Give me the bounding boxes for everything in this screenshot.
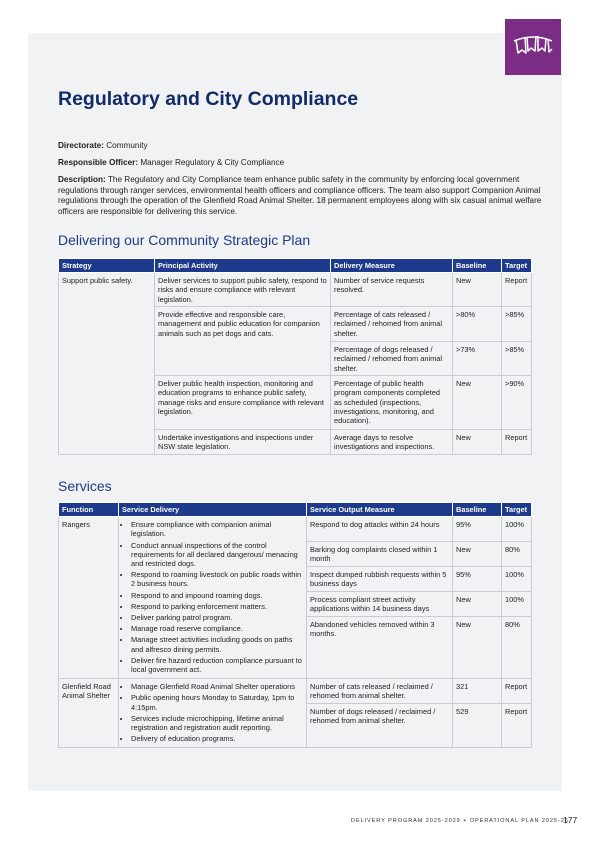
measure-cell: Number of service requests resolved. <box>331 273 453 307</box>
target-cell: 100% <box>502 592 532 617</box>
function-cell: Glenfield Road Animal Shelter <box>59 679 119 748</box>
list-item: • Manage street activities including goods on paths and alfresco dining permits. <box>131 635 303 653</box>
services-header-measure: Service Output Measure <box>307 503 453 517</box>
directorate-label: Directorate: <box>58 141 104 150</box>
activity-cell: Deliver services to support public safety, respond to risks and ensure compliance with relevant legislation. <box>155 273 331 307</box>
services-header-row <box>59 503 532 517</box>
list-item: • Public opening hours Monday to Saturday, 1pm to 4:15pm. <box>131 693 303 711</box>
description-label: Description: <box>58 175 106 184</box>
baseline-cell: New <box>453 430 502 455</box>
strategy-cell: Support public safety. <box>59 273 155 455</box>
baseline-cell: 321 <box>453 679 502 704</box>
list-item: • Respond to parking enforcement matters. <box>131 602 303 611</box>
measure-cell: Average days to resolve investigations and inspections. <box>331 430 453 455</box>
list-item: • Deliver fire hazard reduction compliance pursuant to local government act. <box>131 656 303 674</box>
baseline-cell: New <box>453 617 502 679</box>
target-cell: 100% <box>502 567 532 592</box>
target-cell: Report <box>502 679 532 704</box>
delivery-cell <box>119 679 307 748</box>
officer-line <box>58 158 544 169</box>
description-value: The Regulatory and City Compliance team enhance public safety in the community by enforcing local government regulations through ranger services, environmental health officers and compliance officers. The team also support Companion Animal regulations through the operation of the Glenfield Road Animal Shelter. 18 permanent employees along with six casual animal welfare officers are responsible for delivering this service. <box>58 175 542 216</box>
table-row <box>59 679 532 704</box>
csp-header-row <box>59 259 532 273</box>
activity-cell: Undertake investigations and inspections under NSW state legislation. <box>155 430 331 455</box>
measure-cell: Inspect dumped rubbish requests within 5 business days <box>307 567 453 592</box>
list-item: • Deliver parking patrol program. <box>131 613 303 622</box>
function-cell: Rangers <box>59 517 119 679</box>
baseline-cell: New <box>453 376 502 430</box>
measure-cell: Percentage of public health program components completed as scheduled (inspections, investigations, monitoring, and education). <box>331 376 453 430</box>
target-cell: Report <box>502 273 532 307</box>
services-header-delivery: Service Delivery <box>119 503 307 517</box>
list-item: • Delivery of education programs. <box>131 734 303 743</box>
target-cell: Report <box>502 704 532 748</box>
list-item: • Respond to and impound roaming dogs. <box>131 591 303 600</box>
services-table <box>58 502 532 748</box>
target-cell: 80% <box>502 542 532 567</box>
list-item: • Ensure compliance with companion animal legislation. <box>131 520 303 538</box>
csp-header-baseline: Baseline <box>453 259 502 273</box>
officer-value: Manager Regulatory & City Compliance <box>140 158 285 167</box>
measure-cell: Barking dog complaints closed within 1 month <box>307 542 453 567</box>
page-title: Regulatory and City Compliance <box>58 88 359 110</box>
section-badge <box>505 19 561 75</box>
csp-heading: Delivering our Community Strategic Plan <box>58 232 311 248</box>
measure-cell: Number of cats released / reclaimed / rehomed from animal shelter. <box>307 679 453 704</box>
activity-cell: Provide effective and responsible care, management and public education for companion animals such as pet dogs and cats. <box>155 307 331 376</box>
target-cell: >85% <box>502 342 532 376</box>
baseline-cell: 529 <box>453 704 502 748</box>
measure-cell: Number of dogs released / reclaimed / rehomed from animal shelter. <box>307 704 453 748</box>
baseline-cell: >73% <box>453 342 502 376</box>
directorate-value: Community <box>106 141 148 150</box>
measure-cell: Percentage of cats released / reclaimed / rehomed from animal shelter. <box>331 307 453 342</box>
csp-header-strategy: Strategy <box>59 259 155 273</box>
csp-header-activity: Principal Activity <box>155 259 331 273</box>
list-item: • Manage Glenfield Road Animal Shelter operations <box>131 682 303 691</box>
officer-label: Responsible Officer: <box>58 158 139 167</box>
measure-cell: Abandoned vehicles removed within 3 months. <box>307 617 453 679</box>
list-item: • Manage road reserve compliance. <box>131 624 303 633</box>
measure-cell: Respond to dog attacks within 24 hours <box>307 517 453 542</box>
directorate-line <box>58 141 544 152</box>
bunting-flags-icon <box>505 19 561 75</box>
target-cell: >85% <box>502 307 532 342</box>
shelter-delivery-list <box>122 682 303 743</box>
csp-header-measure: Delivery Measure <box>331 259 453 273</box>
activity-cell: Deliver public health inspection, monitoring and education programs to enhance public safety, manage risks and ensure compliance with relevant legislation. <box>155 376 331 430</box>
footer-text: DELIVERY PROGRAM 2025-2029 + OPERATIONAL PLAN 2025-26 <box>351 818 569 824</box>
baseline-cell: >80% <box>453 307 502 342</box>
csp-table <box>58 258 532 455</box>
target-cell: Report <box>502 430 532 455</box>
list-item: • Services include microchipping, lifetime animal registration and registration audit reporting. <box>131 714 303 732</box>
table-row <box>59 517 532 542</box>
services-header-target: Target <box>502 503 532 517</box>
services-heading: Services <box>58 478 112 494</box>
list-item: • Respond to roaming livestock on public roads within 2 business hours. <box>131 570 303 588</box>
rangers-delivery-list <box>122 520 303 674</box>
baseline-cell: New <box>453 592 502 617</box>
list-item: • Conduct annual inspections of the control requirements for all declared dangerous/ menacing and restricted dogs. <box>131 541 303 569</box>
services-header-baseline: Baseline <box>453 503 502 517</box>
baseline-cell: 95% <box>453 517 502 542</box>
target-cell: >90% <box>502 376 532 430</box>
delivery-cell <box>119 517 307 679</box>
baseline-cell: 95% <box>453 567 502 592</box>
page-number: 177 <box>563 815 578 825</box>
baseline-cell: New <box>453 273 502 307</box>
target-cell: 100% <box>502 517 532 542</box>
csp-header-target: Target <box>502 259 532 273</box>
baseline-cell: New <box>453 542 502 567</box>
target-cell: 80% <box>502 617 532 679</box>
measure-cell: Percentage of dogs released / reclaimed / rehomed from animal shelter. <box>331 342 453 376</box>
measure-cell: Process compliant street activity applications within 14 business days <box>307 592 453 617</box>
services-header-function: Function <box>59 503 119 517</box>
description-paragraph <box>58 175 544 217</box>
table-row <box>59 273 532 307</box>
